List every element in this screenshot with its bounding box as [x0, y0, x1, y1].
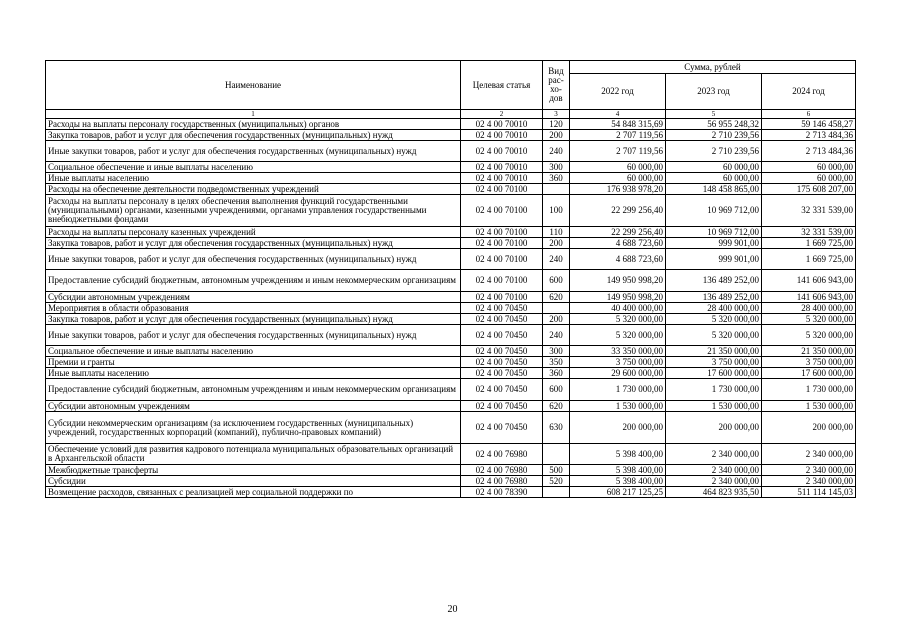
cell-name: Расходы на выплаты персоналу казенных учреждений: [46, 227, 461, 238]
cell-name: Социальное обеспечение и иные выплаты населению: [46, 346, 461, 357]
cell-vid: [543, 184, 570, 195]
table-row: [46, 141, 856, 162]
column-index: 3: [543, 110, 570, 119]
cell-code: 02 4 00 70100: [461, 270, 543, 292]
cell-vid: 200: [543, 314, 570, 325]
cell-name: Иные выплаты населению: [46, 368, 461, 379]
cell-y3: 2 340 000,00: [762, 444, 856, 465]
cell-y2: 10 969 712,00: [666, 227, 762, 238]
cell-y3: 2 713 484,36: [762, 141, 856, 162]
table-row: [46, 130, 856, 141]
column-index: 4: [570, 110, 666, 119]
cell-y2: 60 000,00: [666, 162, 762, 173]
cell-code: 02 4 00 70100: [461, 184, 543, 195]
cell-y1: 33 350 000,00: [570, 346, 666, 357]
table-row: [46, 444, 856, 465]
cell-vid: 240: [543, 325, 570, 346]
cell-code: 02 4 00 70450: [461, 412, 543, 444]
cell-name: Субсидии: [46, 476, 461, 487]
cell-vid: 600: [543, 379, 570, 401]
cell-code: 02 4 00 70100: [461, 227, 543, 238]
cell-name: Возмещение расходов, связанных с реализацией мер социальной поддержки по: [46, 487, 461, 498]
cell-y1: 4 688 723,60: [570, 249, 666, 270]
cell-y1: 2 707 119,56: [570, 130, 666, 141]
cell-y2: 999 901,00: [666, 238, 762, 249]
cell-code: 02 4 00 70010: [461, 119, 543, 130]
cell-y2: 136 489 252,00: [666, 292, 762, 303]
page-number: 20: [447, 604, 458, 615]
cell-y2: 21 350 000,00: [666, 346, 762, 357]
cell-y1: 60 000,00: [570, 173, 666, 184]
cell-y2: 5 320 000,00: [666, 314, 762, 325]
cell-y1: 22 299 256,40: [570, 195, 666, 227]
cell-y3: 60 000,00: [762, 173, 856, 184]
cell-y2: 148 458 865,00: [666, 184, 762, 195]
cell-y3: 1 669 725,00: [762, 249, 856, 270]
table-row: [46, 401, 856, 412]
cell-name: Иные закупки товаров, работ и услуг для обеспечения государственных (муниципальных) нужд: [46, 141, 461, 162]
cell-y1: 54 848 315,69: [570, 119, 666, 130]
cell-code: 02 4 00 70010: [461, 173, 543, 184]
cell-y3: 5 320 000,00: [762, 314, 856, 325]
cell-vid: 520: [543, 476, 570, 487]
cell-code: 02 4 00 70450: [461, 379, 543, 401]
cell-name: Межбюджетные трансферты: [46, 465, 461, 476]
header-code: Целевая статья: [461, 61, 543, 110]
cell-y3: 175 608 207,00: [762, 184, 856, 195]
cell-y3: 2 340 000,00: [762, 465, 856, 476]
column-index: 5: [666, 110, 762, 119]
table-row: [46, 173, 856, 184]
cell-vid: 500: [543, 465, 570, 476]
column-index: 1: [46, 110, 461, 119]
cell-vid: 360: [543, 173, 570, 184]
cell-code: 02 4 00 76980: [461, 465, 543, 476]
cell-code: 02 4 00 76980: [461, 476, 543, 487]
cell-y3: 2 713 484,36: [762, 130, 856, 141]
cell-y1: 60 000,00: [570, 162, 666, 173]
cell-name: Иные закупки товаров, работ и услуг для обеспечения государственных (муниципальных) нужд: [46, 249, 461, 270]
cell-name: Иные закупки товаров, работ и услуг для обеспечения государственных (муниципальных) нужд: [46, 325, 461, 346]
cell-y1: 176 938 978,20: [570, 184, 666, 195]
table-row: [46, 368, 856, 379]
cell-y2: 60 000,00: [666, 173, 762, 184]
budget-table: [45, 60, 856, 498]
cell-vid: 300: [543, 162, 570, 173]
table-row: [46, 412, 856, 444]
table-body: [46, 119, 856, 498]
column-index: 6: [762, 110, 856, 119]
cell-y1: 3 750 000,00: [570, 357, 666, 368]
cell-y3: 59 146 458,27: [762, 119, 856, 130]
table-row: [46, 162, 856, 173]
cell-name: Обеспечение условий для развития кадрового потенциала муниципальных образовательных организаций в Архангельской области: [46, 444, 461, 465]
cell-y2: 2 340 000,00: [666, 444, 762, 465]
cell-name: Субсидии некоммерческим организациям (за исключением государственных (муниципальных) учреждений, государственных корпораций (компаний), публично-правовых компаний): [46, 412, 461, 444]
cell-name: Субсидии автономным учреждениям: [46, 401, 461, 412]
cell-y2: 3 750 000,00: [666, 357, 762, 368]
cell-vid: 620: [543, 401, 570, 412]
cell-code: 02 4 00 70450: [461, 303, 543, 314]
cell-y2: 2 340 000,00: [666, 476, 762, 487]
cell-name: Расходы на выплаты персоналу государственных (муниципальных) органов: [46, 119, 461, 130]
table-row: [46, 487, 856, 498]
cell-code: 02 4 00 70450: [461, 325, 543, 346]
cell-name: Мероприятия в области образования: [46, 303, 461, 314]
header-year-2022: 2022 год: [570, 74, 666, 110]
table-row: [46, 249, 856, 270]
cell-y2: 5 320 000,00: [666, 325, 762, 346]
table-row: [46, 303, 856, 314]
cell-y1: 5 398 400,00: [570, 465, 666, 476]
table-row: [46, 238, 856, 249]
cell-y1: 5 398 400,00: [570, 444, 666, 465]
cell-code: 02 4 00 70100: [461, 195, 543, 227]
cell-code: 02 4 00 70010: [461, 130, 543, 141]
cell-vid: [543, 487, 570, 498]
cell-name: Закупка товаров, работ и услуг для обеспечения государственных (муниципальных) нужд: [46, 314, 461, 325]
cell-code: 02 4 00 70100: [461, 238, 543, 249]
cell-y2: 56 955 248,32: [666, 119, 762, 130]
cell-y2: 999 901,00: [666, 249, 762, 270]
cell-vid: 110: [543, 227, 570, 238]
cell-vid: 600: [543, 270, 570, 292]
cell-y3: 1 669 725,00: [762, 238, 856, 249]
cell-y1: 22 299 256,40: [570, 227, 666, 238]
cell-code: 02 4 00 70010: [461, 141, 543, 162]
cell-y1: 40 400 000,00: [570, 303, 666, 314]
cell-name: Расходы на обеспечение деятельности подведомственных учреждений: [46, 184, 461, 195]
cell-y1: 149 950 998,20: [570, 292, 666, 303]
cell-code: 02 4 00 70010: [461, 162, 543, 173]
table-row: [46, 270, 856, 292]
cell-code: 02 4 00 76980: [461, 444, 543, 465]
cell-y1: 1 530 000,00: [570, 401, 666, 412]
header-year-2023: 2023 год: [666, 74, 762, 110]
cell-y3: 511 114 145,03: [762, 487, 856, 498]
cell-vid: 200: [543, 130, 570, 141]
cell-y2: 2 710 239,56: [666, 130, 762, 141]
cell-y2: 200 000,00: [666, 412, 762, 444]
cell-y1: 149 950 998,20: [570, 270, 666, 292]
cell-y3: 2 340 000,00: [762, 476, 856, 487]
cell-y2: 28 400 000,00: [666, 303, 762, 314]
table-row: [46, 379, 856, 401]
cell-code: 02 4 00 70450: [461, 357, 543, 368]
cell-y1: 29 600 000,00: [570, 368, 666, 379]
cell-y3: 141 606 943,00: [762, 292, 856, 303]
cell-y3: 21 350 000,00: [762, 346, 856, 357]
cell-code: 02 4 00 70450: [461, 314, 543, 325]
cell-name: Предоставление субсидий бюджетным, автономным учреждениям и иным некоммерческим организациям: [46, 270, 461, 292]
cell-vid: 240: [543, 249, 570, 270]
table-row: [46, 346, 856, 357]
cell-y2: 17 600 000,00: [666, 368, 762, 379]
cell-y1: 4 688 723,60: [570, 238, 666, 249]
cell-code: 02 4 00 70450: [461, 368, 543, 379]
cell-vid: 240: [543, 141, 570, 162]
table-row: [46, 314, 856, 325]
cell-name: Премии и гранты: [46, 357, 461, 368]
cell-y2: 10 969 712,00: [666, 195, 762, 227]
header-name: Наименование: [46, 61, 461, 110]
cell-y3: 141 606 943,00: [762, 270, 856, 292]
cell-y3: 3 750 000,00: [762, 357, 856, 368]
column-index-row: [46, 110, 856, 119]
cell-y1: 608 217 125,25: [570, 487, 666, 498]
cell-y1: 5 320 000,00: [570, 325, 666, 346]
cell-y3: 1 730 000,00: [762, 379, 856, 401]
table-row: [46, 465, 856, 476]
cell-y3: 32 331 539,00: [762, 227, 856, 238]
cell-y2: 136 489 252,00: [666, 270, 762, 292]
cell-name: Закупка товаров, работ и услуг для обеспечения государственных (муниципальных) нужд: [46, 238, 461, 249]
cell-y3: 200 000,00: [762, 412, 856, 444]
cell-y1: 200 000,00: [570, 412, 666, 444]
cell-vid: 200: [543, 238, 570, 249]
cell-y2: 2 710 239,56: [666, 141, 762, 162]
cell-y2: 1 730 000,00: [666, 379, 762, 401]
cell-y1: 5 398 400,00: [570, 476, 666, 487]
cell-vid: 100: [543, 195, 570, 227]
table-header: [46, 61, 856, 119]
cell-y3: 1 530 000,00: [762, 401, 856, 412]
cell-y1: 1 730 000,00: [570, 379, 666, 401]
cell-code: 02 4 00 70450: [461, 401, 543, 412]
cell-code: 02 4 00 70450: [461, 346, 543, 357]
cell-code: 02 4 00 78390: [461, 487, 543, 498]
cell-y3: 17 600 000,00: [762, 368, 856, 379]
cell-name: Предоставление субсидий бюджетным, автономным учреждениям и иным некоммерческим организациям: [46, 379, 461, 401]
header-sum: Сумма, рублей: [570, 61, 856, 74]
table-row: [46, 476, 856, 487]
cell-code: 02 4 00 70100: [461, 249, 543, 270]
cell-y3: 32 331 539,00: [762, 195, 856, 227]
cell-y3: 28 400 000,00: [762, 303, 856, 314]
cell-y2: 2 340 000,00: [666, 465, 762, 476]
cell-y3: 60 000,00: [762, 162, 856, 173]
cell-y1: 2 707 119,56: [570, 141, 666, 162]
cell-vid: 620: [543, 292, 570, 303]
table-row: [46, 325, 856, 346]
cell-name: Социальное обеспечение и иные выплаты населению: [46, 162, 461, 173]
cell-name: Иные выплаты населению: [46, 173, 461, 184]
cell-y3: 5 320 000,00: [762, 325, 856, 346]
cell-code: 02 4 00 70100: [461, 292, 543, 303]
cell-name: Закупка товаров, работ и услуг для обеспечения государственных (муниципальных) нужд: [46, 130, 461, 141]
table-row: [46, 227, 856, 238]
cell-vid: 360: [543, 368, 570, 379]
cell-vid: 120: [543, 119, 570, 130]
table-row: [46, 292, 856, 303]
cell-vid: 630: [543, 412, 570, 444]
cell-y2: 1 530 000,00: [666, 401, 762, 412]
cell-vid: [543, 303, 570, 314]
cell-vid: 300: [543, 346, 570, 357]
cell-name: Субсидии автономным учреждениям: [46, 292, 461, 303]
cell-name: Расходы на выплаты персоналу в целях обеспечения выполнения функций государственными (муниципальными) органами, казенными учреждениями, органами управления государственными внебюджетными фондами: [46, 195, 461, 227]
table-row: [46, 195, 856, 227]
header-vid: Вид рас-хо-дов: [543, 61, 570, 110]
table-row: [46, 119, 856, 130]
cell-vid: 350: [543, 357, 570, 368]
header-year-2024: 2024 год: [762, 74, 856, 110]
table-row: [46, 357, 856, 368]
table-row: [46, 184, 856, 195]
cell-y2: 464 823 935,50: [666, 487, 762, 498]
cell-y1: 5 320 000,00: [570, 314, 666, 325]
column-index: 2: [461, 110, 543, 119]
cell-vid: [543, 444, 570, 465]
